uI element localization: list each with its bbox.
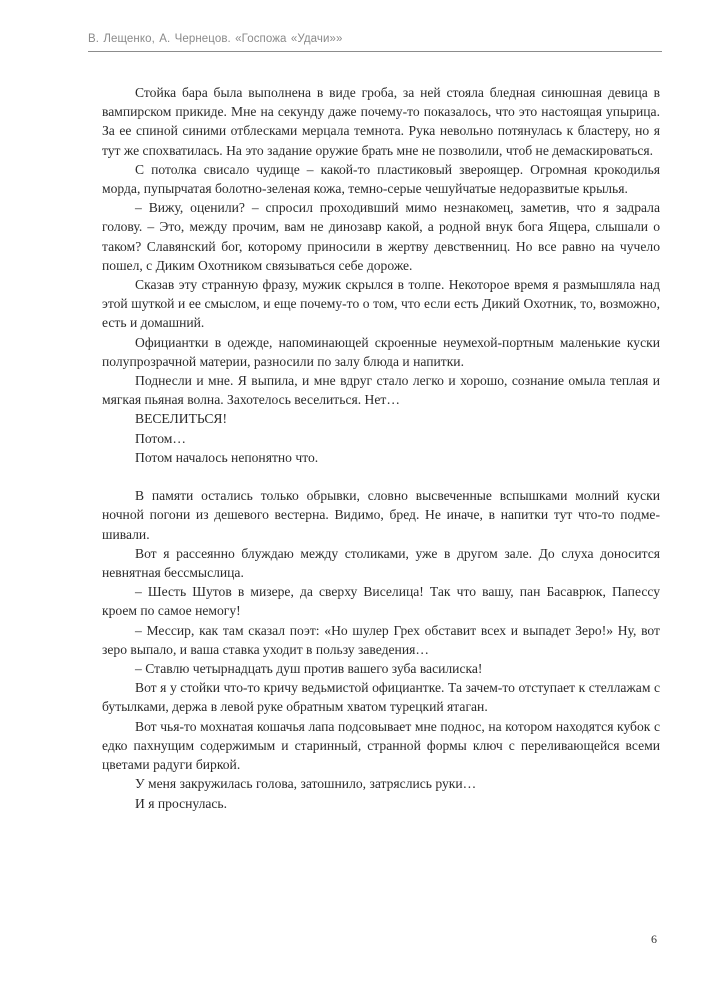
paragraph: Стойка бара была выполнена в виде гроба, за ней стояла бледная синюшная девица в вампирском прикиде. Мне на секунду даже почему-то показалось, что это настоящая упырица. За ее спиной синими отблесками мерцала темнота. Рука невольно потянулась к бластеру, но я тут же спохватилась. На это задание оружие брать мне не позволили, чтоб не демаскироваться.	[102, 85, 660, 158]
blank-line	[102, 467, 660, 486]
paragraph: Потом началось непонятно что.	[135, 449, 319, 465]
paragraph: Вот я рассеянно блуждаю между столиками, уже в другом зале. До слуха доносится невнятная бессмыслица.	[102, 545, 660, 581]
paragraph: – Вижу, оценили? – спросил проходивший мимо незнакомец, заметив, что я задрала голову. – Это, между прочим, вам не динозавр какой, а родной внук бога Ящера, слышали о таком? Славянский бог, которому приносили в жертву девственниц. Но все равно на чучело пошел, с Диким Охотником связываться себе дороже.	[102, 200, 660, 273]
paragraph: Потом…	[135, 430, 186, 446]
paragraph: – Шесть Шутов в мизере, да сверху Виселица! Так что вашу, пан Басаврюк, Папессу кроем по самое немогу!	[102, 584, 660, 619]
paragraph: ВЕСЕЛИТЬСЯ!	[135, 411, 228, 427]
header-rule	[88, 51, 662, 52]
paragraph: – Мессир, как там сказал поэт: «Но шулер Грех обставит всех и выпадет Зеро!» Ну, вот зеро выпало, и ваша ставка уходит в пользу заведения…	[102, 622, 660, 657]
paragraph: Вот чья-то мохнатая кошачья лапа подсовывает мне поднос, на котором находятся кубок с едко пахнущим содержимым и старинный, странной формы ключ с переливающейся всеми цветами радуги биркой.	[102, 718, 660, 773]
running-header: В. Лещенко, А. Чернецов. «Госпожа «Удачи»»	[88, 33, 343, 45]
paragraph: – Ставлю четырнадцать душ против вашего зуба василиска!	[135, 661, 483, 677]
paragraph: У меня закружилась голова, затошнило, затряслись руки…	[135, 776, 477, 792]
paragraph: Вот я у стойки что-то кричу ведьмистой официантке. Та зачем-то отступает к стеллажам с бутылками, держа в левой руке обратным хватом турецкий ятаган.	[102, 680, 660, 715]
paragraph: Сказав эту странную фразу, мужик скрылся в толпе. Некоторое время я размышляла над этой шуткой и ее смыслом, и еще почему-то о том, что если есть Дикий Охотник, то, возможно, есть и домашний.	[102, 277, 660, 331]
body-text	[102, 83, 660, 813]
paragraph: И я проснулась.	[135, 795, 228, 811]
paragraph: Поднесли и мне. Я выпила, и мне вдруг стало легко и хорошо, сознание омыла теплая и мягкая пьяная волна. Захотелось веселиться. Нет…	[102, 373, 660, 408]
paragraph: В памяти остались только обрывки, словно высвеченные вспышками молний куски ночной погони из дешевого вестерна. Видимо, бред. Не иначе, в напитки тут что-то подмешивали.	[102, 488, 660, 542]
page-number: 6	[651, 932, 657, 946]
paragraph: С потолка свисало чудище – какой-то пластиковый звероящер. Огромная крокодилья морда, пупырчатая болотно-зеленая кожа, темно-серые чешуйчатые недоразвитые крылья.	[102, 161, 660, 197]
paragraph: Официантки в одежде, напоминающей скроенные неумехой-портным маленькие куски полупрозрачной материи, разносили по залу блюда и напитки.	[102, 334, 660, 369]
